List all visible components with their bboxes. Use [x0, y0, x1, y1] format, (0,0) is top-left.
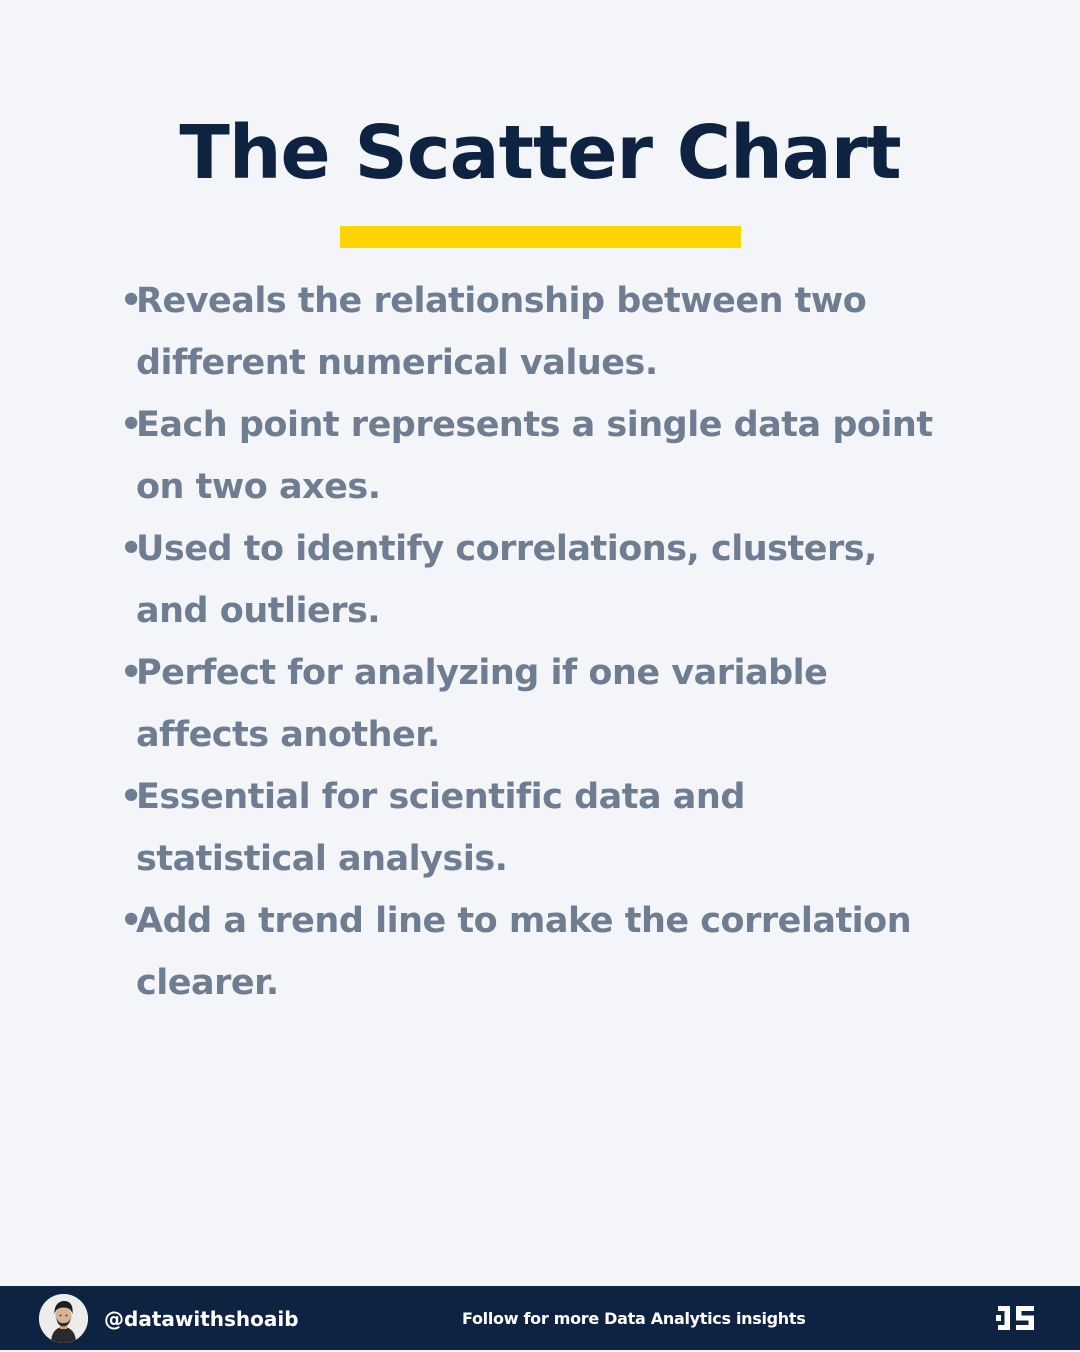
bullet-dot: •: [120, 281, 142, 321]
list-item-line: Reveals the relationship between two: [136, 281, 867, 321]
list-item-line: and outliers.: [136, 591, 381, 631]
list-item-line: different numerical values.: [136, 343, 658, 383]
ds-logo-icon: [996, 1304, 1036, 1332]
list-item: [120, 642, 1000, 766]
list-item-line: Each point represents a single data point: [136, 405, 933, 445]
list-item: [120, 766, 1000, 890]
title-underline: [340, 226, 741, 248]
list-item: [120, 890, 1000, 1014]
list-item-line: statistical analysis.: [136, 839, 508, 879]
person-avatar-icon[interactable]: [39, 1294, 88, 1343]
follow-cta: Follow for more Data Analytics insights: [462, 1309, 806, 1328]
bullet-dot: •: [120, 529, 142, 569]
list-item: [120, 518, 1000, 642]
list-item-line: Add a trend line to make the correlation: [136, 901, 912, 941]
list-item: [120, 270, 1000, 394]
list-item: [120, 394, 1000, 518]
list-item-line: Perfect for analyzing if one variable: [136, 653, 828, 693]
footer-bar: [0, 1286, 1080, 1350]
bullet-dot: •: [120, 777, 142, 817]
list-item-line: affects another.: [136, 715, 440, 755]
list-item-line: clearer.: [136, 963, 279, 1003]
bullet-list: [120, 270, 1000, 1014]
author-handle[interactable]: @datawithshoaib: [104, 1307, 299, 1331]
list-item-line: on two axes.: [136, 467, 381, 507]
bullet-dot: •: [120, 901, 142, 941]
bullet-dot: •: [120, 653, 142, 693]
bullet-dot: •: [120, 405, 142, 445]
page-title: The Scatter Chart: [179, 110, 901, 196]
list-item-line: Used to identify correlations, clusters,: [136, 529, 877, 569]
list-item-line: Essential for scientific data and: [136, 777, 745, 817]
